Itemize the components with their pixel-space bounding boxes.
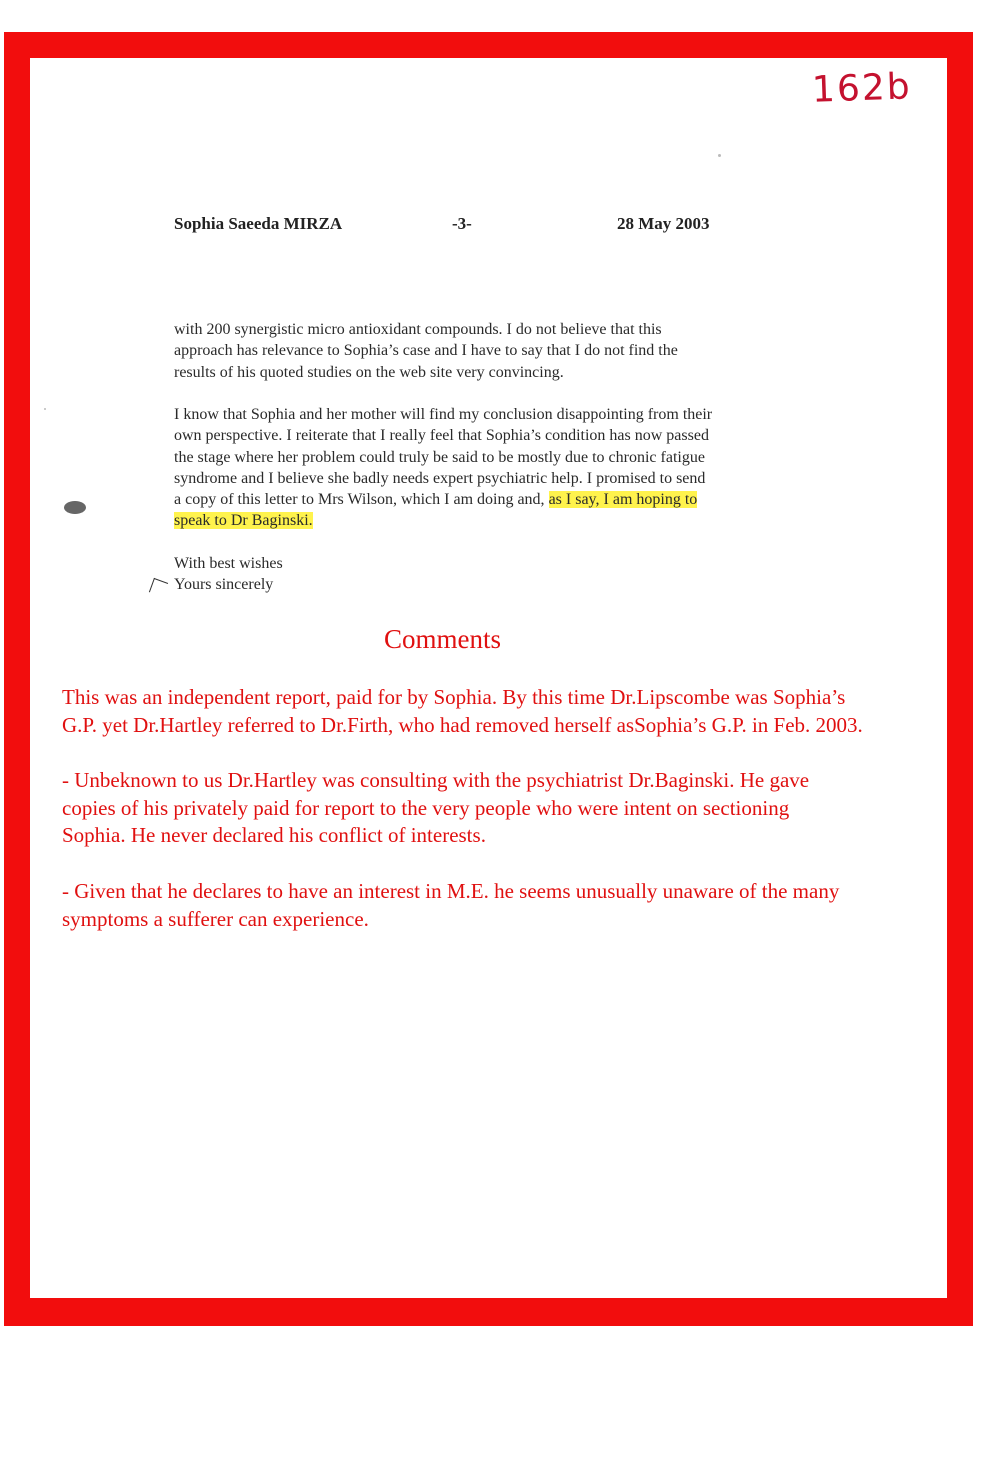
handwritten-page-number: 162b [811, 66, 913, 111]
closing-line: With best wishes [174, 555, 283, 572]
text-line: copies of his privately paid for report to the very people who were intent on sectioning [62, 795, 790, 820]
ink-blot [64, 501, 86, 514]
text-line: with 200 synergistic micro antioxidant compounds. I do not believe that this [174, 321, 662, 338]
text-line: own perspective. I reiterate that I really feel that Sophia’s condition has now passed [174, 427, 709, 445]
comment-paragraph-2 [62, 767, 942, 850]
text-line: syndrome and I believe she badly needs expert psychiatric help. I promised to send [174, 469, 706, 487]
highlighted-text: as I say, I am hoping to [548, 491, 698, 509]
text-line: This was an independent report, paid for by Sophia. By this time Dr.Lipscombe was Sophia’s [62, 685, 846, 709]
comments-title: Comments [384, 624, 502, 654]
text-line: results of his quoted studies on the web site very convincing. [174, 363, 564, 381]
text-plain: a copy of this letter to Mrs Wilson, which I am doing and, [174, 491, 549, 509]
highlighted-text: speak to Dr Baginski. [174, 512, 313, 530]
text-line [174, 510, 824, 531]
scan-speck [718, 154, 721, 157]
text-line: symptoms a sufferer can experience. [62, 906, 369, 931]
text-line: G.P. yet Dr.Hartley referred to Dr.Firth, who had removed herself asSophia’s G.P. in Feb. 2003. [62, 712, 863, 737]
text-line: Sophia. He never declared his conflict of interests. [62, 823, 486, 848]
text-line: the stage where her problem could truly be said to be mostly due to chronic fatigue [174, 448, 705, 466]
text-line: - Unbeknown to us Dr.Hartley was consulting with the psychiatrist Dr.Baginski. He gave [62, 768, 810, 792]
text-line [174, 489, 824, 510]
letter-header-page: -3- [452, 214, 472, 233]
comment-paragraph-3 [62, 878, 942, 933]
text-line: approach has relevance to Sophia’s case and I have to say that I do not find the [174, 342, 678, 360]
closing-line: Yours sincerely [174, 576, 274, 594]
letter-closing [174, 553, 824, 596]
comment-paragraph-1 [62, 684, 942, 739]
letter-paragraph-1 [174, 319, 824, 383]
scan-speck [44, 408, 46, 410]
text-line: - Given that he declares to have an interest in M.E. he seems unusually unaware of the many [62, 879, 840, 903]
letter-paragraph-2 [174, 404, 824, 532]
letter-header-name: Sophia Saeeda MIRZA [174, 214, 343, 233]
letter-header-date: 28 May 2003 [617, 214, 710, 233]
scanned-page [30, 58, 947, 1298]
text-line: I know that Sophia and her mother will find my conclusion disappointing from their [174, 406, 713, 423]
